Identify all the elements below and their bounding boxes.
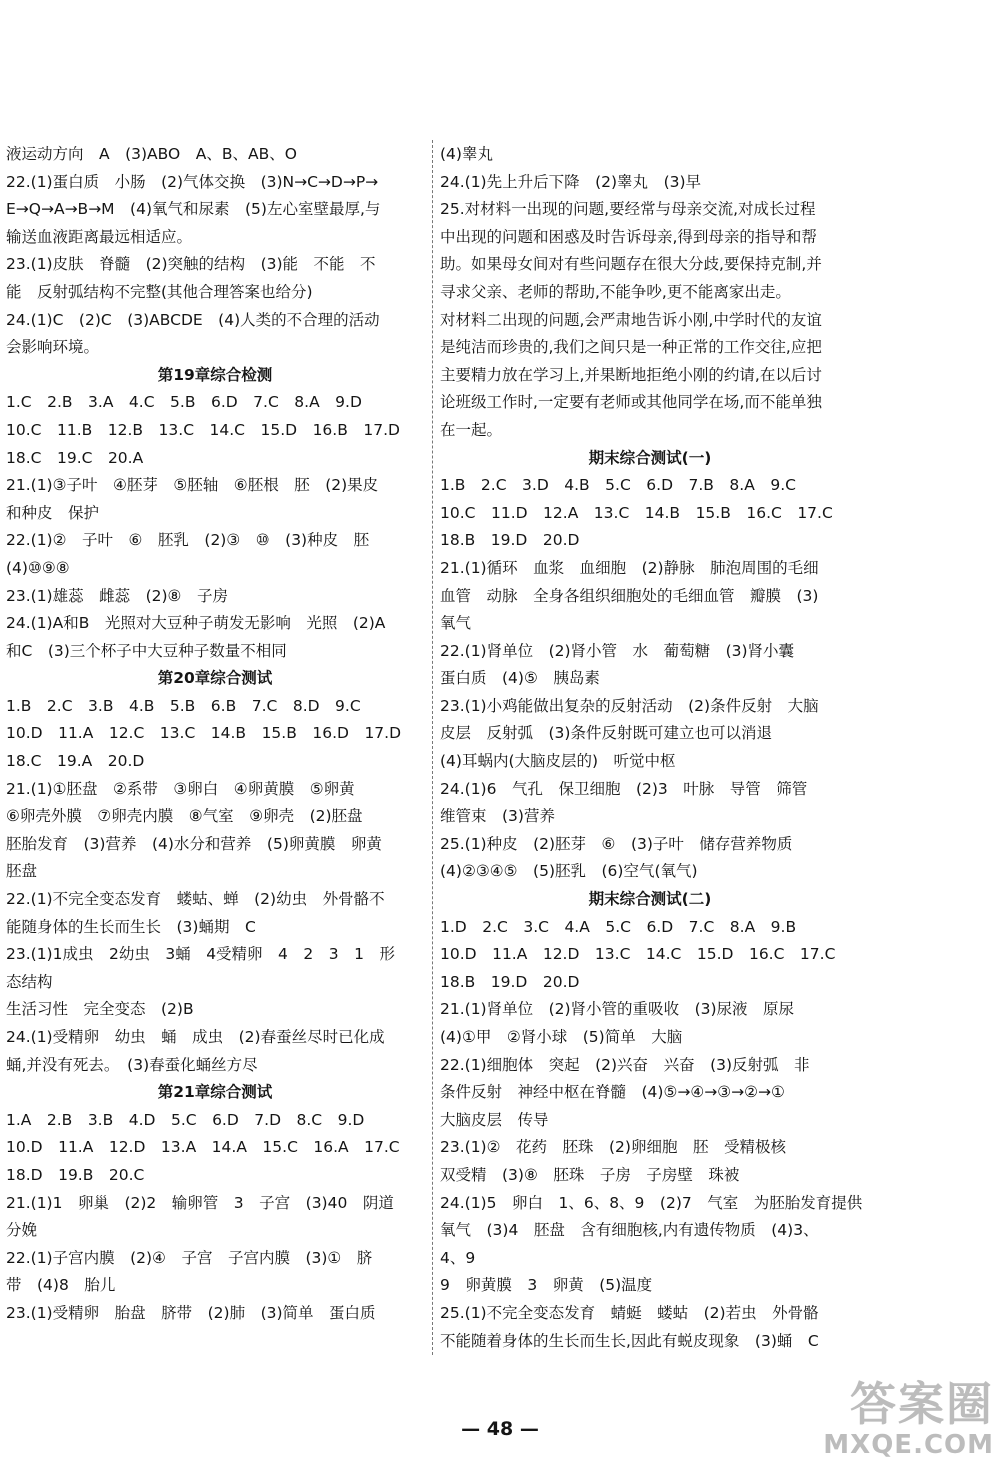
answer-line: 论班级工作时,一定要有老师或其他同学在场,而不能单独	[440, 393, 822, 412]
answer-line: 是纯洁而珍贵的,我们之间只是一种正常的工作交往,应把	[440, 338, 822, 357]
answer-line: 10.D 11.A 12.C 13.C 14.B 15.B 16.D 17.D	[6, 724, 402, 743]
answer-line: 中出现的问题和困惑及时告诉母亲,得到母亲的指导和帮	[440, 227, 817, 246]
answer-line: 18.D 19.B 20.C	[6, 1165, 145, 1184]
answer-line: 1.D 2.C 3.C 4.A 5.C 6.D 7.C 8.A 9.B	[440, 917, 797, 936]
left-column	[6, 141, 424, 1328]
answer-line: 24.(1)C (2)C (3)ABCDE (4)人类的不合理的活动	[6, 310, 380, 329]
section-title: 第21章综合测试	[157, 1083, 273, 1102]
answer-line: 22.(1)子宫内膜 (2)④ 子宫 子宫内膜 (3)① 脐	[6, 1248, 373, 1267]
answer-line: 蛋白质 (4)⑤ 胰岛素	[440, 669, 600, 688]
answer-line: 24.(1)5 卵白 1、6、8、9 (2)7 气室 为胚胎发育提供	[440, 1193, 863, 1212]
answer-line: (4)⑩⑨⑧	[6, 558, 70, 577]
answer-line: 能随身体的生长而生长 (3)蛹期 C	[6, 917, 256, 936]
answer-line: 态结构	[6, 972, 53, 991]
watermark-logo-text: 答案圈	[850, 1377, 994, 1431]
answer-line: 21.(1)①胚盘 ②系带 ③卵白 ④卵黄膜 ⑤卵黄	[6, 779, 355, 798]
answer-line: 10.D 11.A 12.D 13.C 14.C 15.D 16.C 17.C	[440, 945, 836, 964]
section-title: 期末综合测试(一)	[588, 448, 712, 467]
answer-line: 皮层 反射弧 (3)条件反射既可建立也可以消退	[440, 724, 772, 743]
answer-line: 液运动方向 A (3)ABO A、B、AB、O	[6, 145, 297, 163]
answer-line: 大脑皮层 传导	[440, 1110, 549, 1129]
answer-line: 和C (3)三个杯子中大豆种子数量不相同	[6, 641, 287, 660]
page-number: — 48 —	[461, 1418, 539, 1440]
answer-line: (4)睾丸	[440, 145, 493, 163]
answer-line: 24.(1)6 气孔 保卫细胞 (2)3 叶脉 导管 筛管	[440, 779, 808, 798]
answer-line: 24.(1)A和B 光照对大豆种子萌发无影响 光照 (2)A	[6, 614, 386, 633]
answer-line: 对材料二出现的问题,会严肃地告诉小刚,中学时代的友谊	[440, 310, 822, 329]
answer-line: 22.(1)不完全变态发育 蝼蛄、蝉 (2)幼虫 外骨骼不	[6, 890, 385, 909]
answer-line: (4)①甲 ②肾小球 (5)简单 大脑	[440, 1028, 683, 1046]
answer-line: 21.(1)1 卵巢 (2)2 输卵管 3 子宫 (3)40 阴道	[6, 1193, 394, 1212]
answer-line: 1.A 2.B 3.B 4.D 5.C 6.D 7.D 8.C 9.D	[6, 1110, 365, 1129]
answer-line: 21.(1)循环 血浆 血细胞 (2)静脉 肺泡周围的毛细	[440, 558, 819, 577]
column-divider	[432, 140, 433, 1355]
answer-line: 生活习性 完全变态 (2)B	[6, 1000, 194, 1019]
answer-line: 22.(1)蛋白质 小肠 (2)气体交换 (3)N→C→D→P→	[6, 172, 379, 191]
answer-line: 25.(1)种皮 (2)胚芽 ⑥ (3)子叶 储存营养物质	[440, 834, 793, 853]
answer-line: 18.C 19.C 20.A	[6, 448, 144, 467]
answer-line: 寻求父亲、老师的帮助,不能争吵,更不能离家出走。	[440, 282, 791, 301]
answer-line: 24.(1)受精卵 幼虫 蛹 成虫 (2)春蚕丝尽时已化成	[6, 1028, 385, 1046]
answer-line: 能 反射弧结构不完整(其他合理答案也给分)	[6, 282, 313, 301]
answer-line: 1.C 2.B 3.A 4.C 5.B 6.D 7.C 8.A 9.D	[6, 393, 362, 412]
section-title: 期末综合测试(二)	[588, 890, 712, 909]
answer-line: 条件反射 神经中枢在脊髓 (4)⑤→④→③→②→①	[440, 1083, 785, 1102]
answer-line: 4、9	[440, 1248, 476, 1267]
answer-line: 24.(1)先上升后下降 (2)睾丸 (3)早	[440, 172, 702, 191]
answer-line: 1.B 2.C 3.D 4.B 5.C 6.D 7.B 8.A 9.C	[440, 476, 796, 495]
answer-line: 23.(1)雄蕊 雌蕊 (2)⑧ 子房	[6, 586, 228, 605]
answer-line: 不能随着身体的生长而生长,因此有蜕皮现象 (3)蛹 C	[440, 1331, 819, 1350]
answer-line: 23.(1)② 花药 胚珠 (2)卵细胞 胚 受精极核	[440, 1138, 786, 1157]
answer-line: 21.(1)肾单位 (2)肾小管的重吸收 (3)尿液 原尿	[440, 1000, 795, 1019]
answer-line: 和种皮 保护	[6, 503, 100, 522]
answer-line: 9 卵黄膜 3 卵黄 (5)温度	[440, 1276, 653, 1295]
answer-line: 23.(1)1成虫 2幼虫 3蛹 4受精卵 4 2 3 1 形	[6, 945, 395, 964]
answer-line: 21.(1)③子叶 ④胚芽 ⑤胚轴 ⑥胚根 胚 (2)果皮	[6, 476, 379, 495]
answer-line: E→Q→A→B→M (4)氧气和尿素 (5)左心室壁最厚,与	[6, 200, 381, 219]
answer-line: 22.(1)肾单位 (2)肾小管 水 葡萄糖 (3)肾小囊	[440, 641, 795, 660]
answer-line: ⑥卵壳外膜 ⑦卵壳内膜 ⑧气室 ⑨卵壳 (2)胚盘	[6, 807, 363, 826]
answer-line: 10.D 11.A 12.D 13.A 14.A 15.C 16.A 17.C	[6, 1138, 400, 1157]
answer-line: 23.(1)皮肤 脊髓 (2)突触的结构 (3)能 不能 不	[6, 255, 376, 274]
answer-line: 23.(1)受精卵 胎盘 脐带 (2)肺 (3)简单 蛋白质	[6, 1303, 376, 1322]
answer-line: 25.(1)不完全变态发育 蜻蜓 蝼蛄 (2)若虫 外骨骼	[440, 1303, 819, 1322]
answer-line: 10.C 11.D 12.A 13.C 14.B 15.B 16.C 17.C	[440, 503, 833, 522]
answer-line: 18.B 19.D 20.D	[440, 972, 580, 991]
section-title: 第20章综合测试	[157, 669, 273, 688]
answer-line: (4)耳蜗内(大脑皮层的) 听觉中枢	[440, 752, 676, 771]
answer-line: 蛹,并没有死去。 (3)春蚕化蛹丝方尽	[6, 1055, 258, 1074]
answer-line: 25.对材料一出现的问题,要经常与母亲交流,对成长过程	[440, 200, 816, 219]
answer-line: 1.B 2.C 3.B 4.B 5.B 6.B 7.C 8.D 9.C	[6, 696, 361, 715]
answer-line: (4)②③④⑤ (5)胚乳 (6)空气(氧气)	[440, 862, 698, 881]
answer-line: 助。如果母女间对有些问题存在很大分歧,要保持克制,并	[440, 255, 822, 274]
answer-line: 10.C 11.B 12.B 13.C 14.C 15.D 16.B 17.D	[6, 420, 400, 439]
answer-line: 23.(1)小鸡能做出复杂的反射活动 (2)条件反射 大脑	[440, 696, 819, 715]
watermark-logo	[794, 1378, 994, 1468]
answer-line: 22.(1)细胞体 突起 (2)兴奋 兴奋 (3)反射弧 非	[440, 1055, 810, 1074]
answer-line: 输送血液距离最远相适应。	[6, 227, 193, 246]
watermark-url: MXQE.COM	[823, 1430, 994, 1460]
answer-line: 血管 动脉 全身各组织细胞处的毛细血管 瓣膜 (3)	[440, 586, 819, 605]
answer-line: 维管束 (3)营养	[440, 807, 555, 826]
answer-line: 18.C 19.A 20.D	[6, 752, 145, 771]
section-title: 第19章综合检测	[157, 365, 273, 384]
answer-line: 带 (4)8 胎儿	[6, 1276, 116, 1295]
answer-line: 氧气 (3)4 胚盘 含有细胞核,内有遗传物质 (4)3、	[440, 1221, 819, 1240]
answer-line: 会影响环境。	[6, 338, 100, 357]
answer-line: 胚盘	[6, 862, 38, 881]
answer-line: 22.(1)② 子叶 ⑥ 胚乳 (2)③ ⑩ (3)种皮 胚	[6, 531, 370, 550]
answer-line: 胚胎发育 (3)营养 (4)水分和营养 (5)卵黄膜 卵黄	[6, 834, 382, 853]
answer-line: 主要精力放在学习上,并果断地拒绝小刚的约请,在以后讨	[440, 365, 822, 384]
right-column	[440, 141, 863, 1355]
answer-line: 在一起。	[440, 420, 503, 439]
answer-line: 双受精 (3)⑧ 胚珠 子房 子房壁 珠被	[440, 1165, 740, 1184]
answer-line: 分娩	[6, 1221, 38, 1240]
answer-line: 氧气	[440, 614, 472, 633]
answer-line: 18.B 19.D 20.D	[440, 531, 580, 550]
